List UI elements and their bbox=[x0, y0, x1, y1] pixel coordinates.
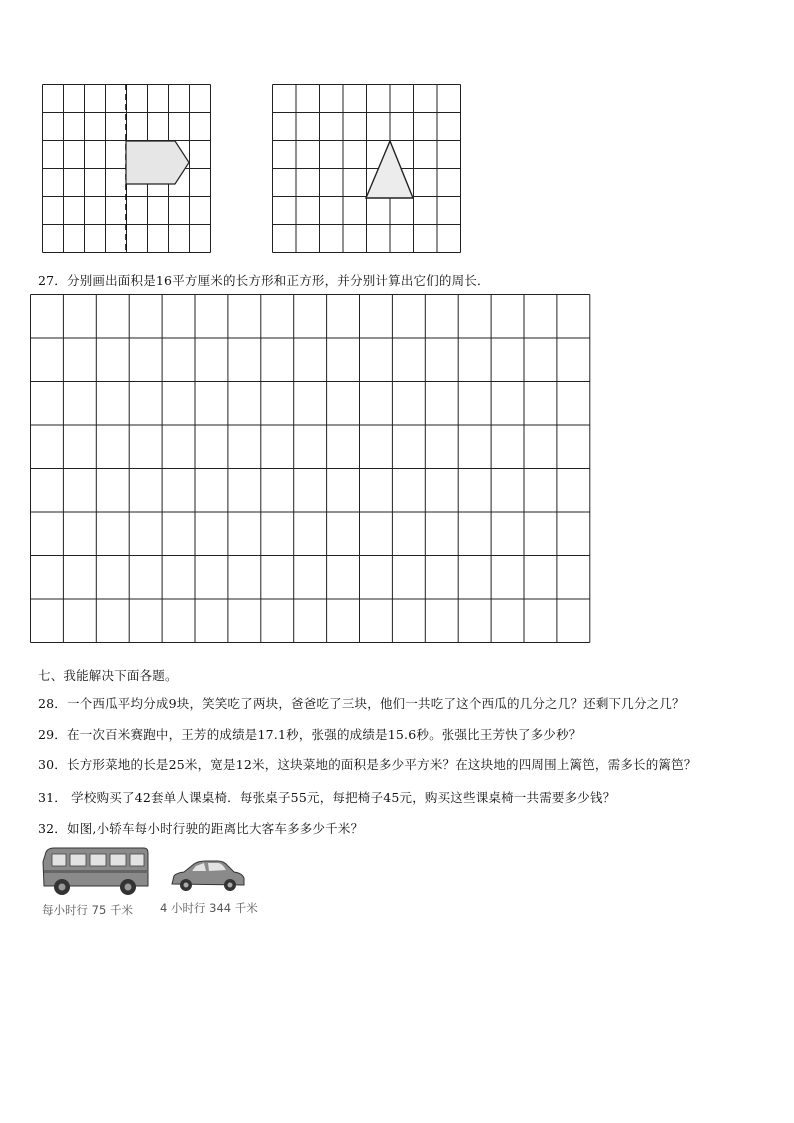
bus-illustration bbox=[40, 846, 152, 898]
symmetry-grid-left bbox=[42, 84, 214, 254]
question-31: 31． 学校购买了42套单人课桌椅．每张桌子55元，每把椅子45元，购买这些课桌椅一共需要多少钱？ bbox=[38, 790, 616, 805]
question-28: 28．一个西瓜平均分成9块，笑笑吃了两块，爸爸吃了三块，他们一共吃了这个西瓜的几分之几？还剩下几分之几？ bbox=[38, 696, 685, 711]
question-32: 32．如图,小轿车每小时行驶的距离比大客车多多少千米？ bbox=[38, 821, 364, 836]
triangle-grid-right bbox=[272, 84, 462, 254]
triangle-shape bbox=[366, 141, 413, 198]
bus-caption: 每小时行 75 千米 bbox=[42, 903, 133, 917]
drawing-grid bbox=[30, 294, 593, 644]
question-30: 30．长方形菜地的长是25米，宽是12米，这块菜地的面积是多少平方米？在这块地的四周围上篱笆，需多长的篱笆？ bbox=[38, 757, 697, 772]
section-heading: 七、我能解决下面各题。 bbox=[38, 668, 178, 683]
car-illustration bbox=[170, 858, 246, 896]
question-29: 29．在一次百米赛跑中，王芳的成绩是17.1秒，张强的成绩是15.6秒。张强比王芳快了多少秒？ bbox=[38, 727, 582, 742]
car-caption: 4 小时行 344 千米 bbox=[160, 901, 258, 915]
pentagon-shape bbox=[126, 141, 189, 184]
question-27: 27．分别画出面积是16平方厘米的长方形和正方形，并分别计算出它们的周长． bbox=[38, 273, 490, 288]
